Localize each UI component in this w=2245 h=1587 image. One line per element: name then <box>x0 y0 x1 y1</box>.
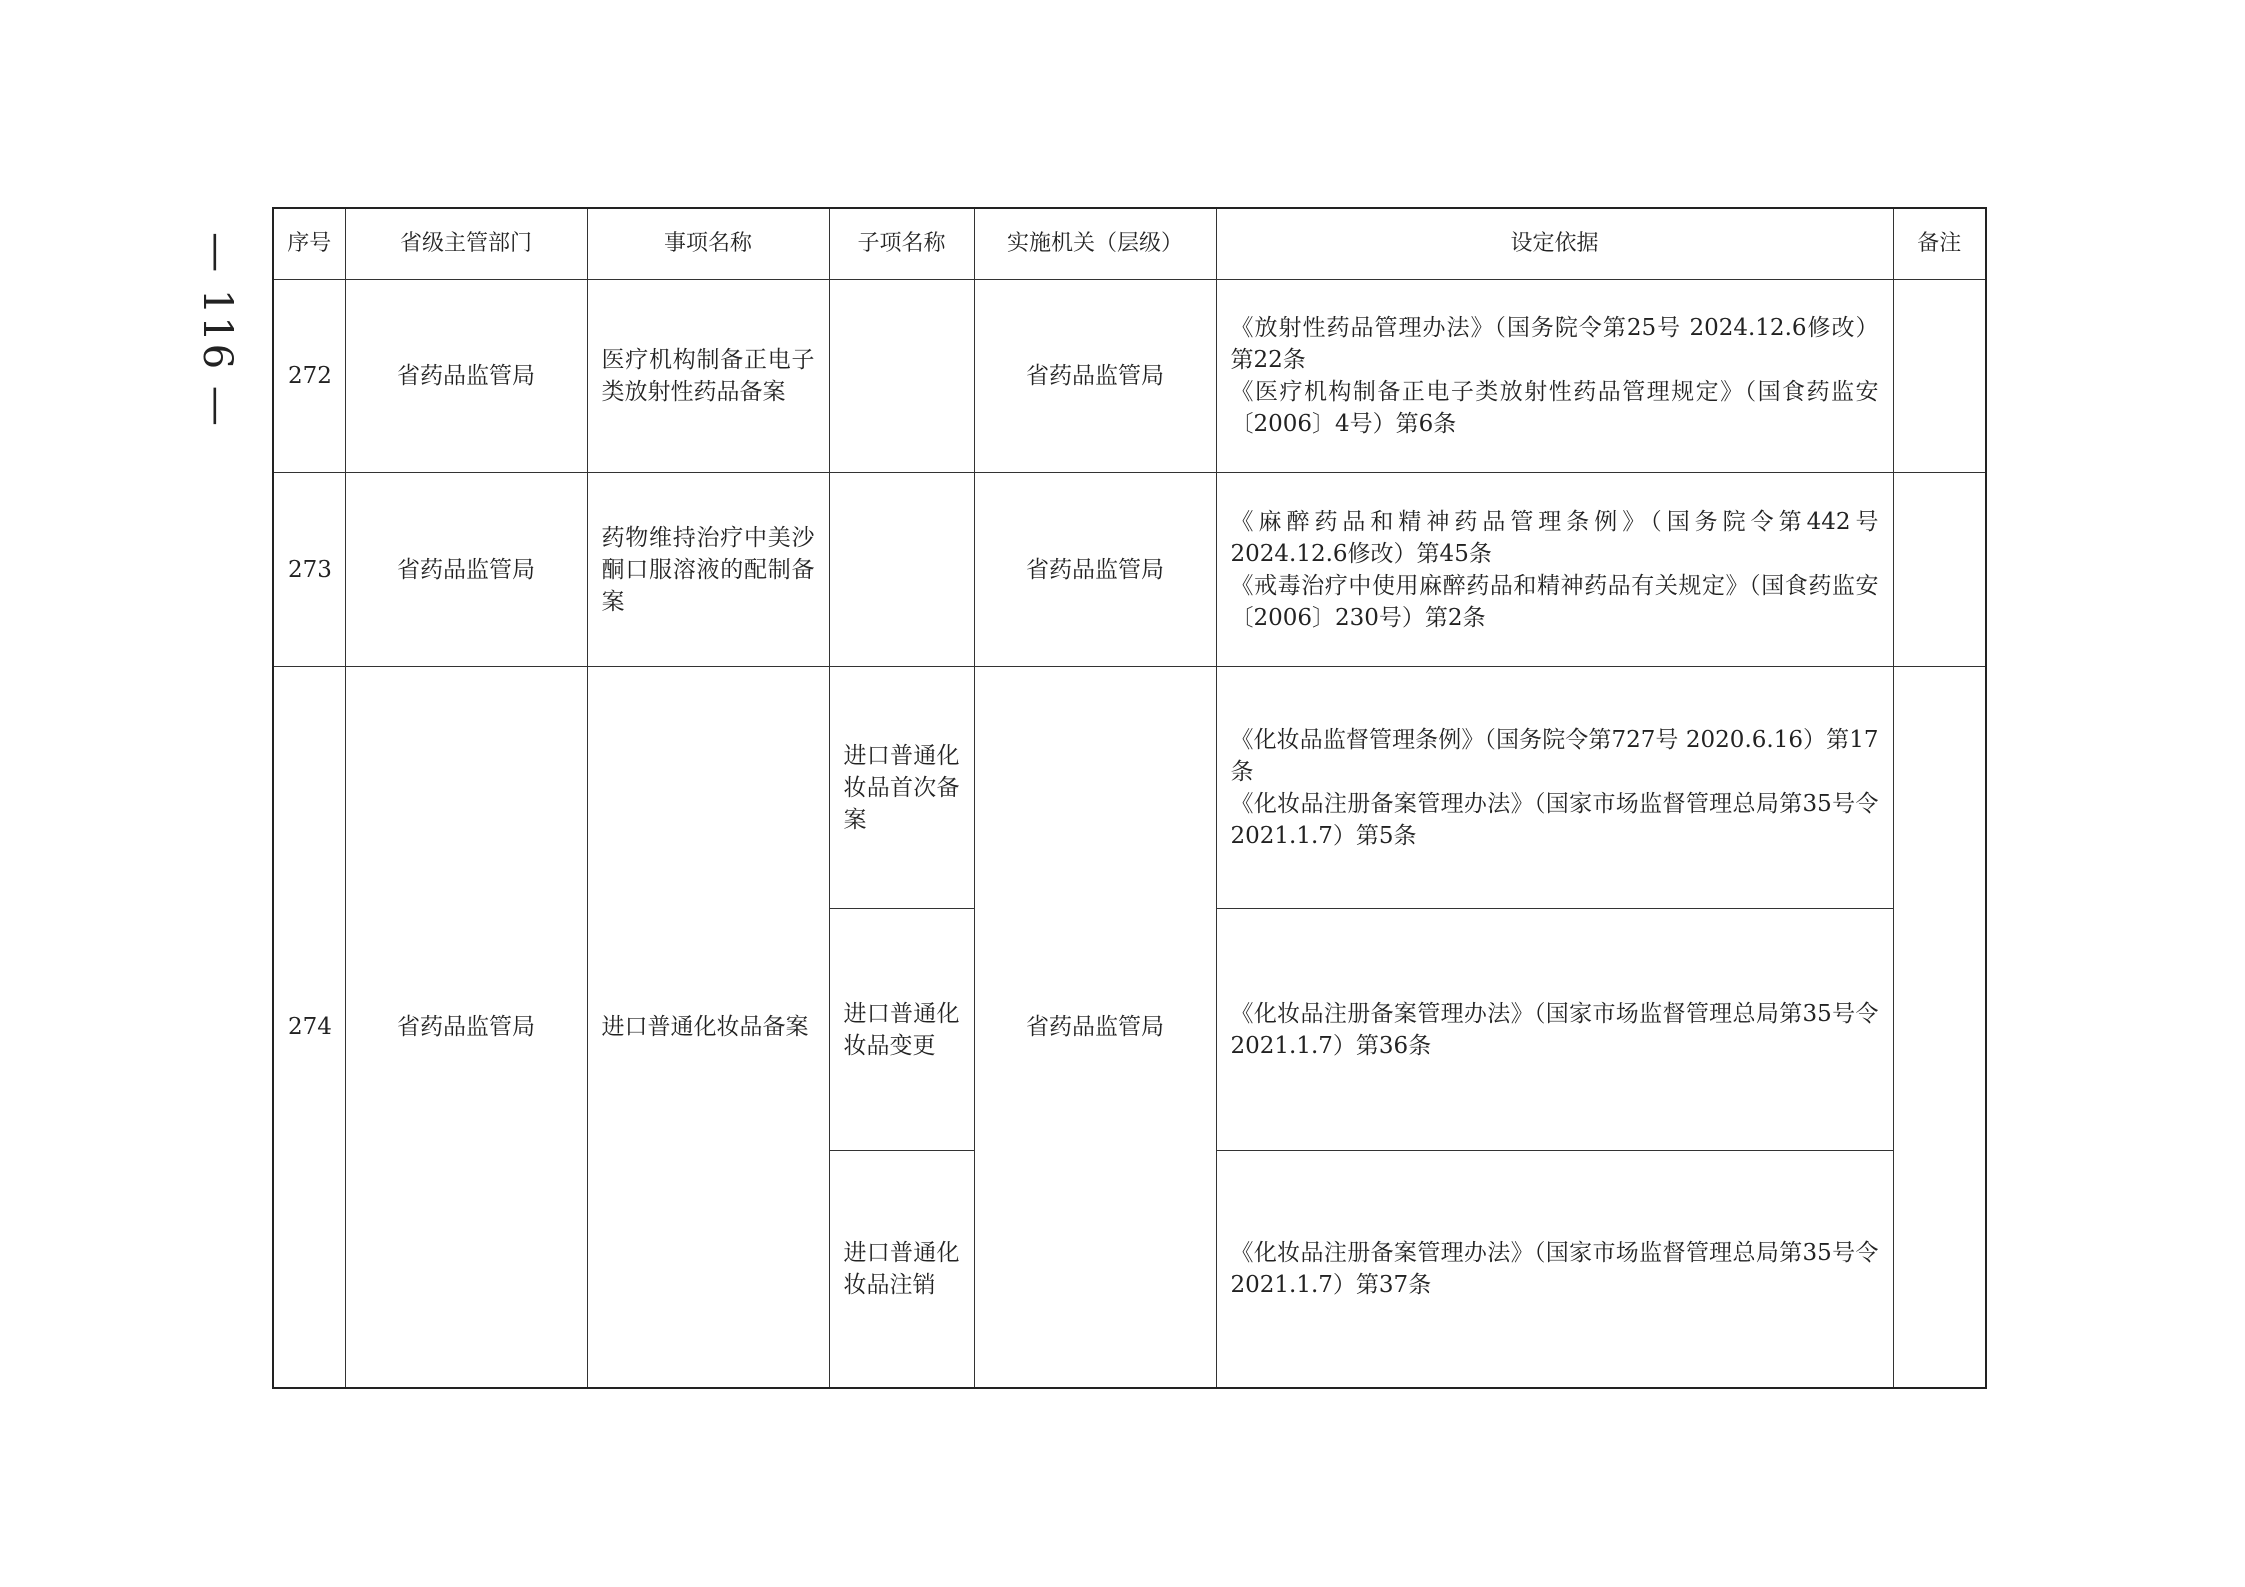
dept-cell: 省药品监管局 <box>345 280 587 473</box>
item-cell: 医疗机构制备正电子类放射性药品备案 <box>587 280 829 473</box>
basis-line: 《化妆品注册备案管理办法》（国家市场监督管理总局第35号令 2021.1.7）第37条 <box>1230 1239 1879 1298</box>
items-table <box>272 207 1987 1389</box>
header-subitem: 子项名称 <box>829 208 974 280</box>
dept-cell: 省药品监管局 <box>345 473 587 667</box>
basis-line: 《戒毒治疗中使用麻醉药品和精神药品有关规定》（国食药监安〔2006〕230号）第2条 <box>1230 572 1879 631</box>
header-dept: 省级主管部门 <box>345 208 587 280</box>
header-basis: 设定依据 <box>1216 208 1893 280</box>
seq-cell: 274 <box>273 667 345 1388</box>
dept-cell: 省药品监管局 <box>345 667 587 1388</box>
header-seq: 序号 <box>273 208 345 280</box>
header-row <box>273 208 1986 280</box>
basis-line: 《化妆品监督管理条例》（国务院令第727号 2020.6.16）第17条 <box>1230 726 1879 785</box>
basis-cell <box>1216 473 1893 667</box>
table-row <box>273 473 1986 667</box>
basis-cell <box>1216 280 1893 473</box>
remark-cell <box>1893 280 1986 473</box>
seq-cell: 273 <box>273 473 345 667</box>
basis-line: 《化妆品注册备案管理办法》（国家市场监督管理总局第35号令 2021.1.7）第36条 <box>1230 1000 1879 1059</box>
basis-cell <box>1216 1151 1893 1388</box>
subitem-cell: 进口普通化妆品变更 <box>829 909 974 1151</box>
header-item: 事项名称 <box>587 208 829 280</box>
remark-cell <box>1893 473 1986 667</box>
basis-line: 《化妆品注册备案管理办法》（国家市场监督管理总局第35号令 2021.1.7）第5条 <box>1230 790 1879 849</box>
table-row <box>273 280 1986 473</box>
basis-line: 《麻醉药品和精神药品管理条例》（国务院令第442号 2024.12.6修改）第45条 <box>1230 508 1879 567</box>
item-cell: 药物维持治疗中美沙酮口服溶液的配制备案 <box>587 473 829 667</box>
basis-cell <box>1216 909 1893 1151</box>
subitem-cell: 进口普通化妆品首次备案 <box>829 667 974 909</box>
page-number: — 116 — <box>194 232 240 428</box>
header-agency: 实施机关（层级） <box>974 208 1216 280</box>
remark-cell <box>1893 667 1986 1388</box>
agency-cell: 省药品监管局 <box>974 473 1216 667</box>
header-remark: 备注 <box>1893 208 1986 280</box>
agency-cell: 省药品监管局 <box>974 280 1216 473</box>
subitem-cell <box>829 473 974 667</box>
agency-cell: 省药品监管局 <box>974 667 1216 1388</box>
basis-line: 《放射性药品管理办法》（国务院令第25号 2024.12.6修改）第22条 <box>1230 315 1879 373</box>
basis-line: 《医疗机构制备正电子类放射性药品管理规定》（国食药监安〔2006〕4号）第6条 <box>1230 379 1879 437</box>
subitem-cell <box>829 280 974 473</box>
subitem-cell: 进口普通化妆品注销 <box>829 1151 974 1388</box>
basis-cell <box>1216 667 1893 909</box>
table-row <box>273 667 1986 909</box>
seq-cell: 272 <box>273 280 345 473</box>
item-cell: 进口普通化妆品备案 <box>587 667 829 1388</box>
